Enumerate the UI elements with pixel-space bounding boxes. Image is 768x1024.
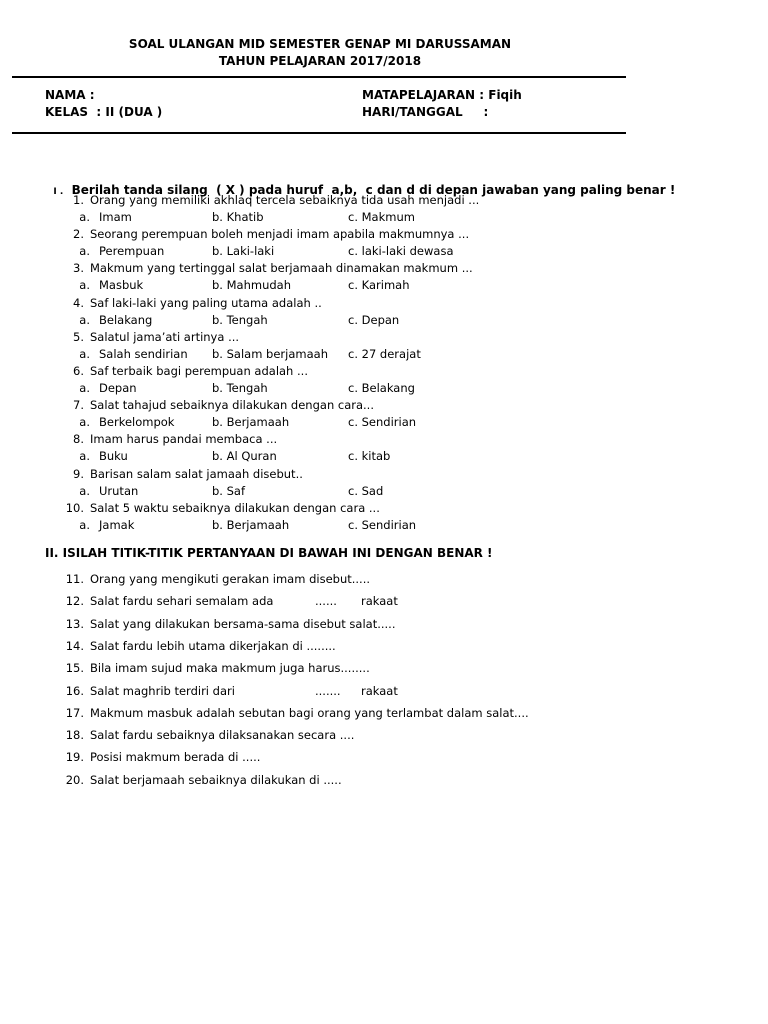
exam-header-year: TAHUN PELAJARAN 2017/2018 — [218, 54, 422, 68]
option-a-letter: a. — [79, 210, 90, 224]
question-number: 5. — [73, 330, 84, 344]
question-text: Salat tahajud sebaiknya dilakukan dengan cara... — [90, 398, 374, 412]
question-number: 20. — [65, 773, 84, 787]
question-text: Salat yang dilakukan bersama-sama disebut salat..... — [90, 617, 396, 631]
question-number: 9. — [73, 467, 84, 481]
option-b: b. Laki-laki — [212, 244, 275, 258]
question-number: 10. — [65, 501, 84, 515]
answer-blank: ....... — [315, 684, 341, 698]
question-text: Imam harus pandai membaca ... — [90, 432, 278, 446]
question-number: 19. — [65, 750, 84, 764]
date-label: HARI/TANGGAL : — [362, 105, 489, 119]
answer-unit: rakaat — [361, 684, 398, 698]
student-name-label: NAMA : — [45, 88, 95, 102]
question-text: Salat fardu sehari semalam ada — [90, 594, 274, 608]
question-text: Posisi makmum berada di ..... — [90, 750, 261, 764]
question-text: Saf terbaik bagi perempuan adalah ... — [90, 364, 308, 378]
question-number: 12. — [65, 594, 84, 608]
answer-blank: ...... — [315, 594, 337, 608]
option-a-letter: a. — [79, 347, 90, 361]
option-b: b. Mahmudah — [212, 278, 291, 292]
question-text: Salat fardu lebih utama dikerjakan di ........ — [90, 639, 336, 653]
question-number: 6. — [73, 364, 84, 378]
question-text: Salatul jama’ati artinya ... — [90, 330, 240, 344]
exam-header-title: SOAL ULANGAN MID SEMESTER GENAP MI DARUSSAMAN — [128, 37, 512, 51]
question-number: 18. — [65, 728, 84, 742]
option-a: Jamak — [99, 518, 135, 532]
section-2-heading: II. ISILAH TITIK-TITIK PERTANYAAN DI BAWAH INI DENGAN BENAR ! — [45, 546, 493, 560]
question-number: 1. — [73, 193, 84, 207]
question-number: 13. — [65, 617, 84, 631]
option-c: c. Belakang — [348, 381, 415, 395]
option-b: b. Tengah — [212, 381, 268, 395]
option-c: c. Makmum — [348, 210, 415, 224]
question-number: 8. — [73, 432, 84, 446]
option-c: c. Karimah — [348, 278, 410, 292]
question-text: Makmum yang tertinggal salat berjamaah dinamakan makmum ... — [90, 261, 473, 275]
question-text: Orang yang mengikuti gerakan imam disebut..... — [90, 572, 371, 586]
option-a: Depan — [99, 381, 137, 395]
option-c: c. kitab — [348, 449, 391, 463]
question-text: Salat fardu sebaiknya dilaksanakan secara .... — [90, 728, 355, 742]
option-a: Salah sendirian — [99, 347, 188, 361]
option-c: c. Depan — [348, 313, 400, 327]
option-a-letter: a. — [79, 449, 90, 463]
option-a-letter: a. — [79, 313, 90, 327]
header-rule-bottom — [12, 132, 626, 134]
option-a: Belakang — [99, 313, 153, 327]
question-text: Bila imam sujud maka makmum juga harus........ — [90, 661, 370, 675]
question-text: Barisan salam salat jamaah disebut.. — [90, 467, 303, 481]
option-b: b. Berjamaah — [212, 415, 290, 429]
option-b: b. Saf — [212, 484, 246, 498]
question-number: 11. — [65, 572, 84, 586]
header-rule-top — [12, 76, 626, 78]
option-c: c. Sendirian — [348, 518, 417, 532]
question-text: Saf laki-laki yang paling utama adalah .. — [90, 296, 322, 310]
question-text: Salat 5 waktu sebaiknya dilakukan dengan cara ... — [90, 501, 380, 515]
question-number: 2. — [73, 227, 84, 241]
option-a: Urutan — [99, 484, 139, 498]
question-text: Salat maghrib terdiri dari — [90, 684, 235, 698]
question-text: Makmum masbuk adalah sebutan bagi orang yang terlambat dalam salat.... — [90, 706, 529, 720]
option-b: b. Salam berjamaah — [212, 347, 328, 361]
option-a: Berkelompok — [99, 415, 175, 429]
subject-label: MATAPELAJARAN : Fiqih — [362, 88, 522, 102]
option-c: c. Sad — [348, 484, 384, 498]
question-number: 17. — [65, 706, 84, 720]
option-a: Perempuan — [99, 244, 165, 258]
option-a: Masbuk — [99, 278, 144, 292]
class-label: KELAS : II (DUA ) — [45, 105, 163, 119]
option-b: b. Khatib — [212, 210, 264, 224]
question-number: 14. — [65, 639, 84, 653]
question-number: 4. — [73, 296, 84, 310]
option-c: c. laki-laki dewasa — [348, 244, 454, 258]
question-number: 7. — [73, 398, 84, 412]
section-1-mark: I . — [53, 187, 64, 197]
option-c: c. Sendirian — [348, 415, 417, 429]
option-a-letter: a. — [79, 278, 90, 292]
option-b: b. Tengah — [212, 313, 268, 327]
option-a-letter: a. — [79, 518, 90, 532]
option-a: Buku — [99, 449, 128, 463]
question-number: 3. — [73, 261, 84, 275]
option-a-letter: a. — [79, 484, 90, 498]
question-number: 16. — [65, 684, 84, 698]
option-a: Imam — [99, 210, 132, 224]
question-number: 15. — [65, 661, 84, 675]
answer-unit: rakaat — [361, 594, 398, 608]
section-1-instruction: Berilah tanda silang ( X ) pada huruf a,b, c dan d di depan jawaban yang paling benar ! — [71, 183, 676, 197]
option-c: c. 27 derajat — [348, 347, 421, 361]
option-a-letter: a. — [79, 381, 90, 395]
question-text: Orang yang memiliki akhlaq tercela sebaiknya tida usah menjadi ... — [90, 193, 480, 207]
option-b: b. Berjamaah — [212, 518, 290, 532]
question-text: Seorang perempuan boleh menjadi imam apabila makmumnya ... — [90, 227, 470, 241]
option-a-letter: a. — [79, 415, 90, 429]
option-a-letter: a. — [79, 244, 90, 258]
option-b: b. Al Quran — [212, 449, 277, 463]
question-text: Salat berjamaah sebaiknya dilakukan di ..... — [90, 773, 342, 787]
